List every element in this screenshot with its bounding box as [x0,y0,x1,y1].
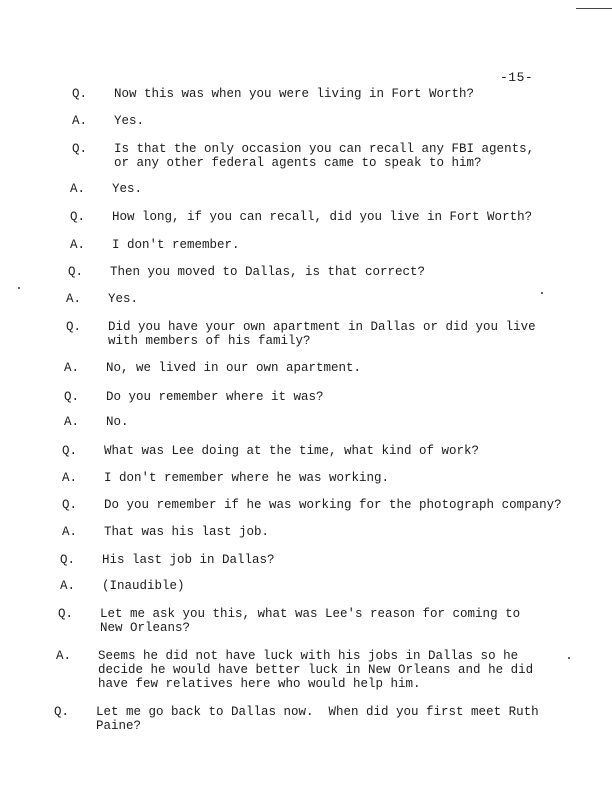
page-number: -15- [500,70,534,85]
entry-text: No. [106,415,129,429]
entry-text: Yes. [114,114,145,128]
speaker-label: Q. [70,210,86,224]
speaker-label: A. [56,649,72,663]
speaker-label: Q. [66,320,82,334]
speaker-label: Q. [72,142,88,156]
speaker-label: Q. [54,705,70,719]
speaker-label: Q. [68,265,84,279]
entry-text: Do you remember if he was working for the photograph company? [104,498,562,512]
speaker-label: Q. [72,87,88,101]
speaker-label: A. [70,238,86,252]
entry-text: How long, if you can recall, did you live in Fort Worth? [112,210,533,224]
entry-text: No, we lived in our own apartment. [106,361,362,375]
entry-text: What was Lee doing at the time, what kind of work? [104,444,480,458]
entry-text: Yes. [112,182,143,196]
entry-text: Yes. [108,292,139,306]
entry-text: I don't remember where he was working. [104,471,390,485]
speaker-label: A. [66,292,82,306]
speaker-label: Q. [60,553,76,567]
speaker-label: Q. [62,498,78,512]
entry-text: Now this was when you were living in Fort Worth? [114,87,475,101]
speaker-label: A. [64,361,80,375]
entry-text: Is that the only occasion you can recall any FBI agents, or any other federal agents came to speak to him? [114,142,535,170]
entry-text: Did you have your own apartment in Dallas or did you live with members of his family? [108,320,536,348]
speaker-label: A. [62,525,78,539]
entry-text: That was his last job. [104,525,270,539]
speaker-label: Q. [58,607,74,621]
speaker-label: A. [70,182,86,196]
entry-text: Do you remember where it was? [106,390,324,404]
corner-rule [576,8,612,9]
entry-text: Let me go back to Dallas now. When did you first meet Ruth Paine? [96,705,539,733]
entry-text: Let me ask you this, what was Lee's reason for coming to New Orleans? [100,607,521,635]
speaker-label: Q. [64,390,80,404]
scan-speck [568,657,570,659]
scan-speck [541,292,543,294]
speaker-label: A. [72,114,88,128]
entry-text: Then you moved to Dallas, is that correct? [110,265,426,279]
speaker-label: A. [64,415,80,429]
speaker-label: A. [62,471,78,485]
entry-text: Seems he did not have luck with his jobs in Dallas so he decide he would have better luck in New Orleans and he did have few relatives here who would help him. [98,649,534,691]
entry-text: (Inaudible) [102,579,185,593]
entry-text: His last job in Dallas? [102,553,275,567]
speaker-label: A. [60,579,76,593]
entry-text: I don't remember. [112,238,240,252]
scan-speck [18,287,20,289]
speaker-label: Q. [62,444,78,458]
